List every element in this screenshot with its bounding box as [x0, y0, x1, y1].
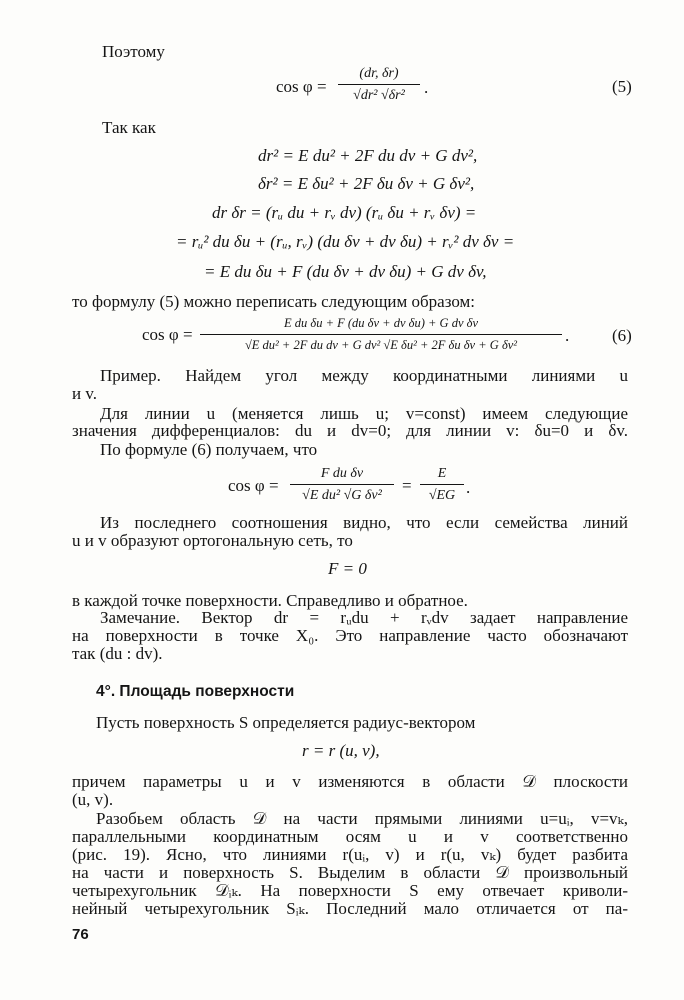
rewrite-paragraph: то формулу (5) можно переписать следующим образом:	[72, 292, 475, 311]
eq7-fraction-bar-2	[420, 484, 464, 485]
every-point: в каждой точке поверхности. Справедливо и обратное.	[72, 591, 468, 610]
eq7-equals: =	[402, 476, 412, 495]
sys-line-2: δr² = E δu² + 2F δu δv + G δv²,	[258, 174, 475, 193]
eq7-denominator-1: √E du² √G δv²	[302, 488, 382, 503]
r-equation: r = r (u, v),	[302, 741, 380, 760]
eq7-denominator-2: √EG	[428, 488, 456, 503]
intro-word: Поэтому	[102, 42, 165, 61]
last-line-1: Из последнего соотношения видно, что если семейства линий	[100, 513, 628, 532]
by-formula: По формуле (6) получаем, что	[100, 440, 318, 459]
remark-line-2: на поверхности в точке X₀. Это направление часто обозначают	[72, 626, 628, 645]
eq6-number: (6)	[612, 326, 632, 345]
example-line-2: и v.	[72, 384, 97, 403]
page-number: 76	[72, 926, 89, 943]
sys-line-4: = rᵤ² du δu + (rᵤ, rᵥ) (du δv + dv δu) + rᵥ² dv δv =	[176, 232, 515, 251]
sys-line-5: = E du δu + F (du δv + dv δu) + G dv δv,	[204, 262, 487, 281]
split-line-2: параллельными координатным осям u и v соответственно	[72, 827, 628, 846]
lines-line-2: значения дифференциалов: du и dv=0; для линии v: δu=0 и δv.	[72, 421, 628, 440]
sys-line-3: dr δr = (rᵤ du + rᵥ dv) (rᵤ δu + rᵥ δv) =	[212, 203, 477, 222]
split-line-3: (рис. 19). Ясно, что линиями r(uᵢ, v) и r(u, vₖ) будет разбита	[72, 845, 628, 864]
eq6-lhs: cos φ =	[142, 325, 193, 344]
split-line-1: Разобьем область 𝒟 на части прямыми линиями u=uᵢ, v=vₖ,	[96, 809, 628, 828]
last-line-2: u и v образуют ортогональную сеть, то	[72, 531, 353, 550]
tak-kak: Так как	[102, 118, 156, 137]
remark-line-1: Замечание. Вектор dr = rᵤdu + rᵥdv задает направление	[100, 608, 628, 627]
eq7-numerator-2: E	[437, 466, 447, 481]
section-title: 4°. Площадь поверхности	[96, 683, 295, 700]
sys-line-1: dr² = E du² + 2F du dv + G dv²,	[258, 146, 478, 165]
f-zero: F = 0	[328, 559, 367, 578]
params-line-2: (u, v).	[72, 790, 114, 809]
example-line-1: Пример. Найдем угол между координатными линиями u	[100, 366, 628, 385]
eq5-numerator: (dr, δr)	[359, 66, 399, 81]
split-line-6: нейный четырехугольник Sᵢₖ. Последний мало отличается от па-	[72, 899, 628, 918]
eq5-denominator: √dr² √δr²	[353, 88, 405, 103]
eq6-denominator: √E du² + 2F du dv + G dv² √E δu² + 2F δu δv + G δv²	[244, 338, 518, 352]
remark-line-3: так (du : dv).	[72, 644, 163, 663]
split-line-4: на части и поверхность S. Выделим в области 𝒟 произвольный	[72, 863, 628, 882]
eq6-dot: .	[565, 326, 570, 345]
eq7-fraction-bar-1	[290, 484, 394, 485]
eq5-dot: .	[424, 78, 429, 97]
eq7-numerator-1: F du δv	[320, 466, 364, 481]
params-line-1: причем параметры u и v изменяются в области 𝒟 плоскости	[72, 772, 628, 791]
eq7-dot: .	[466, 478, 471, 497]
eq6-fraction-bar	[200, 334, 562, 335]
eq7-lhs: cos φ =	[228, 476, 279, 495]
eq5-number: (5)	[612, 77, 632, 96]
eq5-lhs: cos φ =	[276, 77, 327, 96]
eq5-fraction-bar	[338, 84, 420, 85]
eq6-numerator: E du δu + F (du δv + dv δu) + G dv δv	[284, 316, 478, 330]
lines-line-1: Для линии u (меняется лишь u; v=const) имеем следующие	[100, 404, 628, 423]
split-line-5: четырехугольник 𝒟ᵢₖ. На поверхности S ему отвечает криволи-	[72, 881, 628, 900]
area-intro: Пусть поверхность S определяется радиус-вектором	[96, 713, 476, 732]
